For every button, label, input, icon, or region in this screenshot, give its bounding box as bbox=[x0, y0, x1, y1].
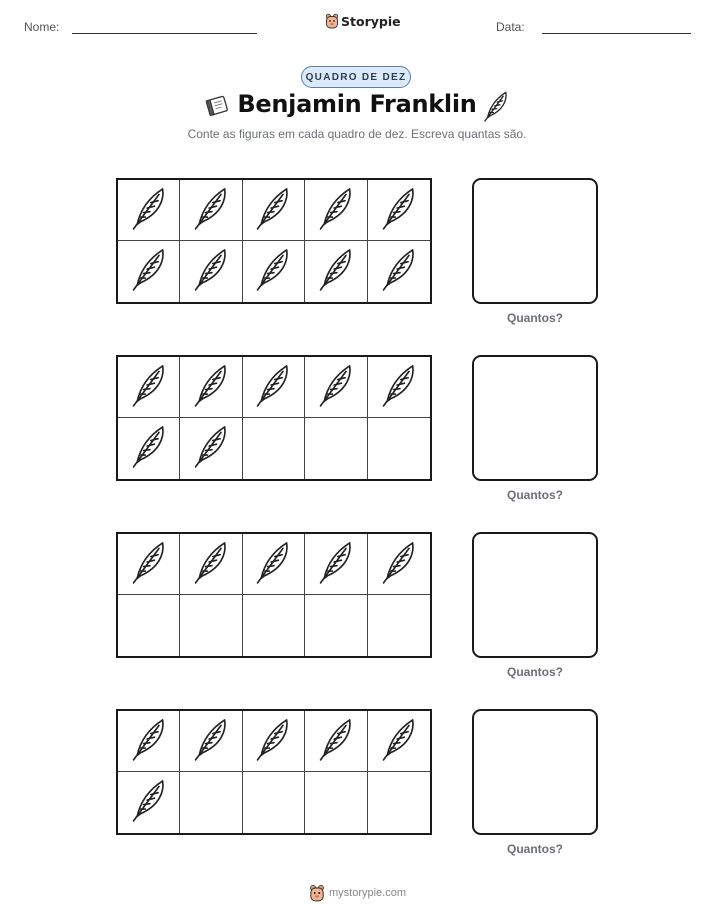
ten-frame-cell bbox=[305, 418, 367, 479]
instructions: Conte as figuras em cada quadro de dez. Escreva quantas são. bbox=[187, 127, 527, 141]
page-title: Benjamin Franklin bbox=[237, 90, 477, 118]
ten-frame-cell bbox=[118, 534, 180, 595]
ten-frame-cell bbox=[305, 241, 367, 302]
ten-frame-cell bbox=[243, 595, 305, 656]
quill-feather-icon bbox=[316, 245, 356, 298]
ten-frame-cell bbox=[305, 357, 367, 418]
answer-box[interactable] bbox=[472, 532, 598, 658]
ten-frame-cell bbox=[243, 711, 305, 772]
quill-feather-icon bbox=[253, 715, 293, 768]
ten-frame-cell bbox=[305, 534, 367, 595]
brand-name: Storypie bbox=[341, 13, 401, 29]
quill-feather-icon bbox=[379, 245, 419, 298]
category-badge: QUADRO DE DEZ bbox=[301, 66, 411, 88]
answer-label: Quantos? bbox=[507, 311, 563, 325]
ten-frame-cell bbox=[368, 711, 430, 772]
ten-frame-cell bbox=[180, 534, 242, 595]
answer-box[interactable] bbox=[472, 355, 598, 481]
quill-feather-icon bbox=[191, 184, 231, 237]
ten-frame-cell bbox=[180, 357, 242, 418]
ten-frame-cell bbox=[243, 534, 305, 595]
ten-frame-cell bbox=[118, 180, 180, 241]
ten-frame-cell bbox=[243, 241, 305, 302]
ten-frame-cell bbox=[368, 357, 430, 418]
answer-label: Quantos? bbox=[507, 488, 563, 502]
ten-frame-cell bbox=[180, 418, 242, 479]
ten-frame-cell bbox=[118, 357, 180, 418]
quill-feather-icon bbox=[379, 361, 419, 414]
ten-frame-cell bbox=[118, 595, 180, 656]
ten-frame-cell bbox=[368, 241, 430, 302]
ten-frame bbox=[116, 178, 432, 304]
quill-feather-icon bbox=[481, 89, 511, 123]
quill-feather-icon bbox=[129, 184, 169, 237]
ten-frame-cell bbox=[305, 180, 367, 241]
quill-feather-icon bbox=[253, 245, 293, 298]
ten-frame bbox=[116, 532, 432, 658]
ten-frame-cell bbox=[180, 180, 242, 241]
ten-frame-cell bbox=[243, 418, 305, 479]
ten-frame-cell bbox=[118, 772, 180, 833]
quill-feather-icon bbox=[129, 245, 169, 298]
ten-frame-cell bbox=[118, 711, 180, 772]
quill-feather-icon bbox=[379, 538, 419, 591]
ten-frame-cell bbox=[368, 595, 430, 656]
quill-feather-icon bbox=[253, 538, 293, 591]
answer-box[interactable] bbox=[472, 178, 598, 304]
ten-frame-cell bbox=[243, 772, 305, 833]
ten-frame-cell bbox=[180, 711, 242, 772]
ten-frame-cell bbox=[180, 772, 242, 833]
quill-feather-icon bbox=[191, 422, 231, 475]
date-label: Data: bbox=[496, 20, 525, 34]
quill-feather-icon bbox=[129, 776, 169, 829]
quill-feather-icon bbox=[316, 184, 356, 237]
ten-frame-cell bbox=[305, 772, 367, 833]
name-line[interactable] bbox=[72, 33, 257, 34]
name-label: Nome: bbox=[24, 20, 60, 34]
footer-url[interactable]: mystorypie.com bbox=[329, 887, 407, 899]
ten-frame-cell bbox=[180, 241, 242, 302]
quill-feather-icon bbox=[379, 184, 419, 237]
ten-frame-cell bbox=[368, 180, 430, 241]
brand-logo bbox=[325, 13, 401, 29]
quill-feather-icon bbox=[316, 715, 356, 768]
ten-frame-cell bbox=[368, 418, 430, 479]
quill-feather-icon bbox=[129, 538, 169, 591]
quill-feather-icon bbox=[316, 538, 356, 591]
quill-feather-icon bbox=[253, 361, 293, 414]
answer-label: Quantos? bbox=[507, 665, 563, 679]
footer bbox=[309, 884, 406, 902]
quill-feather-icon bbox=[316, 361, 356, 414]
ten-frame-cell bbox=[243, 357, 305, 418]
quill-feather-icon bbox=[129, 361, 169, 414]
quill-feather-icon bbox=[253, 184, 293, 237]
answer-label: Quantos? bbox=[507, 842, 563, 856]
date-line[interactable] bbox=[542, 33, 691, 34]
ten-frame-cell bbox=[243, 180, 305, 241]
quill-feather-icon bbox=[191, 715, 231, 768]
storypie-mascot-icon bbox=[309, 884, 325, 902]
ten-frame-cell bbox=[368, 772, 430, 833]
ten-frame-cell bbox=[118, 418, 180, 479]
answer-box[interactable] bbox=[472, 709, 598, 835]
ten-frame-cell bbox=[305, 711, 367, 772]
quill-feather-icon bbox=[191, 538, 231, 591]
ten-frame-cell bbox=[305, 595, 367, 656]
quill-feather-icon bbox=[379, 715, 419, 768]
ten-frame bbox=[116, 709, 432, 835]
storypie-mascot-icon bbox=[325, 13, 339, 29]
ten-frame-cell bbox=[368, 534, 430, 595]
quill-feather-icon bbox=[129, 715, 169, 768]
ten-frame bbox=[116, 355, 432, 481]
quill-feather-icon bbox=[191, 245, 231, 298]
quill-feather-icon bbox=[191, 361, 231, 414]
ten-frame-cell bbox=[180, 595, 242, 656]
ten-frame-cell bbox=[118, 241, 180, 302]
quill-feather-icon bbox=[129, 422, 169, 475]
